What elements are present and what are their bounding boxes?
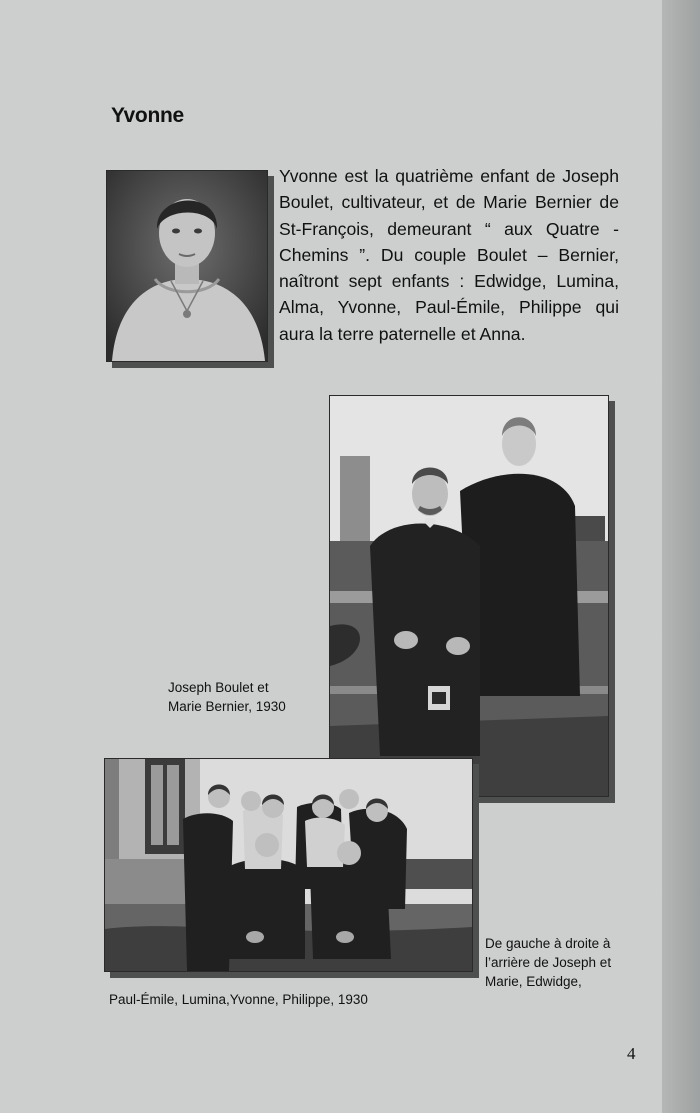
caption-line: Paul-Émile, Lumina,Yvonne, Philippe, 1930 xyxy=(109,992,368,1007)
family-photo-caption-bottom xyxy=(109,990,368,1009)
couple-photo-caption xyxy=(168,678,286,716)
caption-line: l’arrière de Joseph et xyxy=(485,955,612,970)
yvonne-portrait-photo xyxy=(106,170,268,362)
caption-line: Marie Bernier, 1930 xyxy=(168,699,286,714)
family-group-photo xyxy=(104,758,473,972)
caption-line: Marie, Edwidge, xyxy=(485,974,582,989)
page-edge xyxy=(662,0,700,1113)
caption-line: De gauche à droite à xyxy=(485,936,611,951)
caption-line: Joseph Boulet et xyxy=(168,680,269,695)
couple-photo xyxy=(329,395,609,797)
intro-paragraph: Yvonne est la quatrième enfant de Joseph Boulet, cultivateur, et de Marie Bernier de St-François, demeurant “ aux Quatre - Chemins ”. Du couple Boulet – Bernier, naîtront sept enfants : Edwidge, Lumina, Alma, Yvonne, Paul-Émile, Philippe qui aura la terre paternelle et Anna. xyxy=(279,166,619,344)
page-number: 4 xyxy=(627,1044,636,1063)
family-photo-caption-side xyxy=(485,934,611,991)
section-title: Yvonne xyxy=(111,104,184,127)
